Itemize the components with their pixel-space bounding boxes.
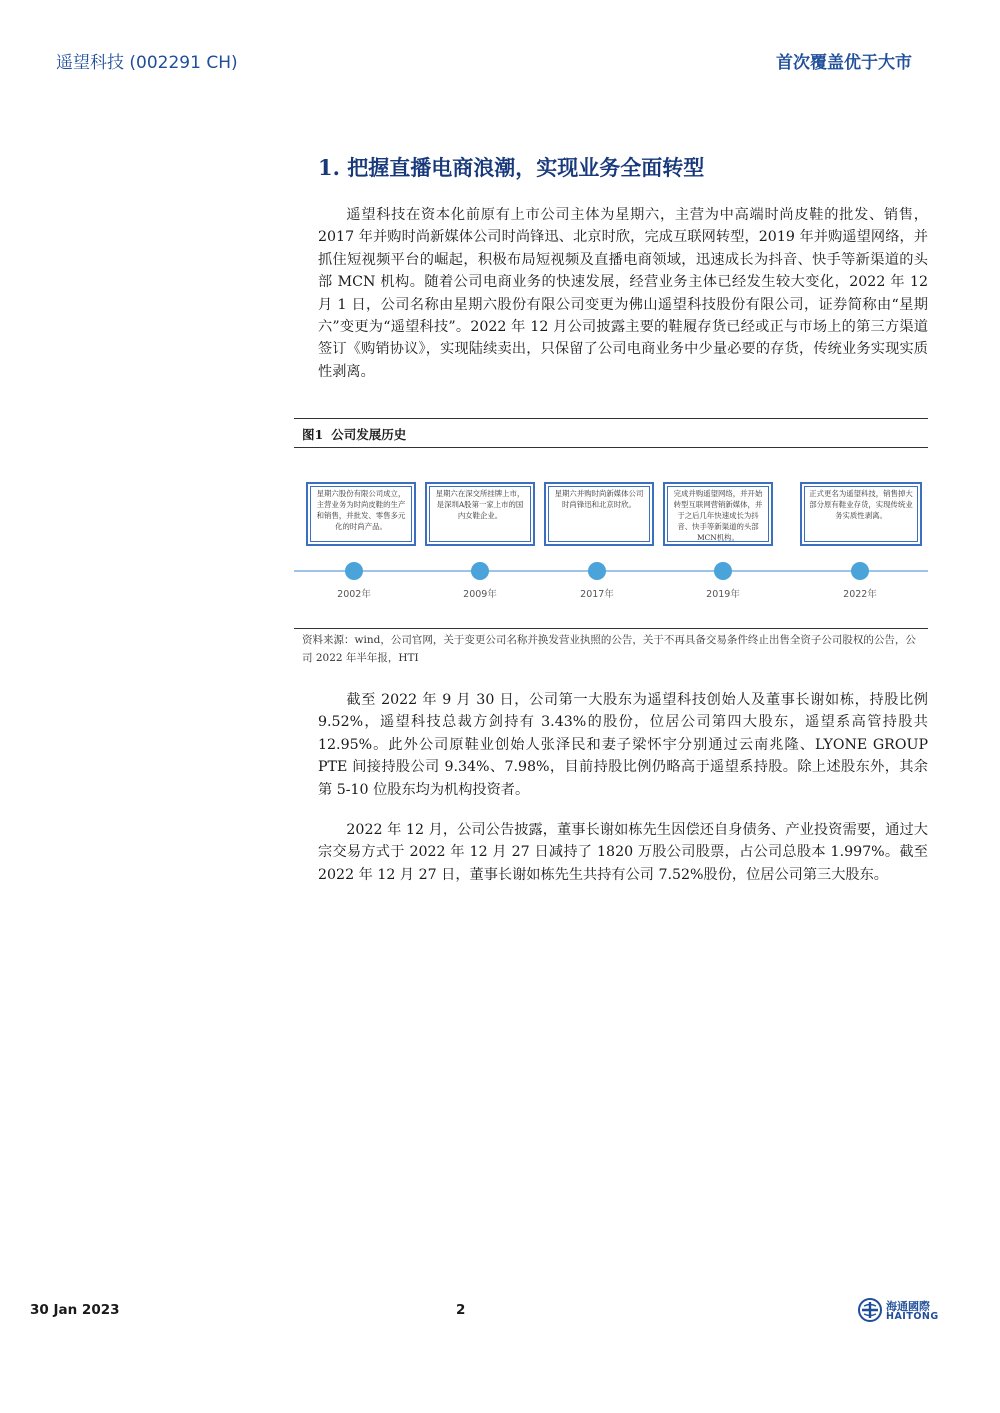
timeline-year: 2017年 — [580, 589, 614, 600]
header-rating: 首次覆盖优于大市 — [776, 53, 912, 73]
logo-text-cn: 海通國際 — [886, 1300, 930, 1313]
timeline-event-box: 星期六股份有限公司成立，主营业务为时尚皮鞋的生产和销售，并批发、零售多元化的时尚产品。 — [306, 482, 416, 546]
haitong-logo-icon — [858, 1298, 882, 1322]
timeline-dot — [471, 562, 489, 580]
timeline-dot — [588, 562, 606, 580]
timeline-year: 2022年 — [843, 589, 877, 600]
haitong-logo — [858, 1298, 938, 1326]
logo-text-en: HAITONG — [886, 1311, 939, 1322]
timeline-year: 2019年 — [706, 589, 740, 600]
figure-label: 图1 — [302, 427, 324, 442]
timeline-dot — [345, 562, 363, 580]
timeline-event-box: 完成并购遥望网络，并开始转型互联网营销新媒体，并于之后几年快速成长为抖音、快手等新渠道的头部MCN机构。 — [663, 482, 773, 546]
timeline-dot — [851, 562, 869, 580]
paragraph-shareholders: 截至 2022 年 9 月 30 日，公司第一大股东为遥望科技创始人及董事长谢如栋，持股比例 9.52%，遥望科技总裁方剑持有 3.43%的股份，位居公司第四大股东，遥望系高管持股共 12.95%。此外公司原鞋业创始人张泽民和妻子梁怀宇分别通过云南兆隆、LYONE GROUP PTE 间接持股公司 9.34%、7.98%，目前持股比例仍略高于遥望系持股。除上述股东外，其余第 5-10 位股东均为机构投资者。 — [318, 692, 928, 798]
figure-bottom-rule — [294, 628, 928, 629]
timeline-axis — [294, 570, 928, 572]
timeline-event-box: 星期六在深交所挂牌上市，是深圳A股第一家上市的国内女鞋企业。 — [425, 482, 535, 546]
figure-title — [302, 425, 406, 443]
timeline-event-box: 正式更名为遥望科技，销售掉大部分原有鞋业存货，实现传统业务实质性剥离。 — [800, 482, 922, 546]
timeline-event-box: 星期六并购时尚新媒体公司时尚锋迅和北京时欣。 — [544, 482, 654, 546]
section-title: 1. 把握直播电商浪潮，实现业务全面转型 — [318, 155, 705, 180]
page-number: 2 — [456, 1302, 466, 1318]
footer-date: 30 Jan 2023 — [30, 1302, 120, 1318]
header-stock-name: 遥望科技 (002291 CH) — [56, 53, 238, 73]
timeline-dot — [714, 562, 732, 580]
paragraph-company-history: 遥望科技在资本化前原有上市公司主体为星期六，主营为中高端时尚皮鞋的批发、销售，2017 年并购时尚新媒体公司时尚锋迅、北京时欣，完成互联网转型，2019 年并购遥望网络，并抓住短视频平台的崛起，积极布局短视频及直播电商领域，迅速成长为抖音、快手等新渠道的头部 MCN 机构。随着公司电商业务的快速发展，经营业务主体已经发生较大变化，2022 年 12 月 1 日，公司名称由星期六股份有限公司变更为佛山遥望科技股份有限公司，证券简称由“星期六”变更为“遥望科技”。2022 年 12 月公司披露主要的鞋履存货已经或正与市场上的第三方渠道签订《购销协议》，实现陆续卖出，只保留了公司电商业务中少量必要的存货，传统业务实现实质性剥离。 — [318, 207, 928, 380]
timeline-year: 2009年 — [463, 589, 497, 600]
timeline-diagram — [294, 472, 928, 622]
figure-source-note: 资料来源：wind，公司官网，关于变更公司名称并换发营业执照的公告，关于不再具备交易条件终止出售全资子公司股权的公告，公司 2022 年半年报，HTI — [302, 634, 916, 664]
paragraph-share-reduction: 2022 年 12 月，公司公告披露，董事长谢如栋先生因偿还自身债务、产业投资需要，通过大宗交易方式于 2022 年 12 月 27 日减持了 1820 万股公司股票，占公司总股本 1.997%。截至 2022 年 12 月 27 日，董事长谢如栋先生共持有公司 7.52%股份，位居公司第三大股东。 — [318, 822, 928, 883]
timeline-year: 2002年 — [337, 589, 371, 600]
figure-top-rule — [294, 418, 928, 419]
figure-caption: 公司发展历史 — [331, 427, 407, 442]
figure-title-rule — [294, 447, 928, 448]
